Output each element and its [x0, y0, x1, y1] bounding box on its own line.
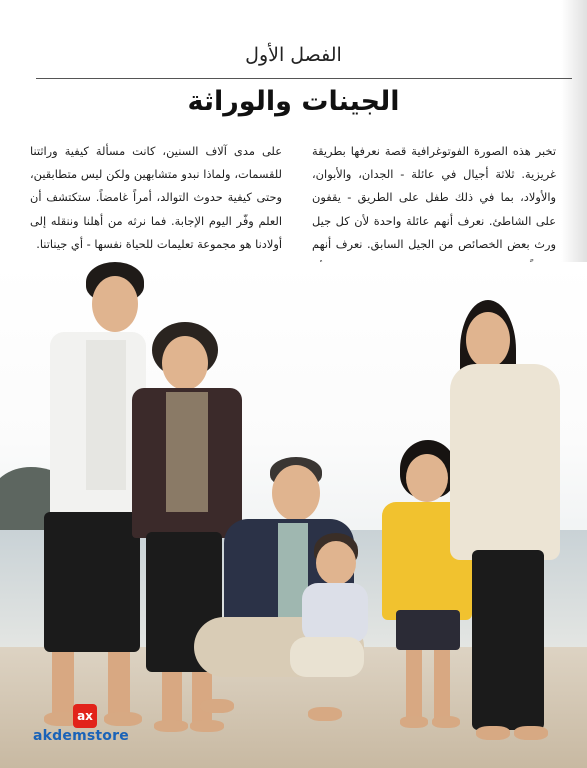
- person-mother: [440, 300, 570, 752]
- body-text-right-column: تخبر هذه الصورة الفوتوغرافية قصة نعرفها بطريقة غريزية. ثلاثة أجيال في عائلة - الجدان، والأبوان، والأولاد، بما في ذلك طفل على الطريق - يقفون على الشاطئ. نعرف أنهم عائلة واحدة لأن كل جيل ورث بعض الخصائص من الجيل السابق. نعرف أنهم: [312, 144, 556, 251]
- header-rule: [36, 78, 572, 79]
- akdemstore-logo: [33, 704, 143, 748]
- logo-text: akdemstore: [33, 728, 129, 744]
- family-photo: [0, 262, 587, 768]
- page-title: الجينات والوراثة: [187, 86, 400, 117]
- body-text-left-column: على مدى آلاف السنين، كانت مسألة كيفية وراثتنا للقسمات، ولماذا نبدو متشابهين ولكن ليس متطابقين، وحتى كيفية حدوث التوالد، أمراً غامضاً. ستكتشف أن العلم وفّر اليوم الإجابة. فما نرثه من أهلنا وننقله إلى أولادنا هو مجموعة تعليمات للحياة نفسها - أي جيناتنا.: [30, 144, 282, 251]
- logo-badge-icon: ax: [73, 704, 97, 728]
- person-grandfather-with-baby: [190, 457, 390, 747]
- chapter-label: الفصل الأول: [245, 44, 342, 66]
